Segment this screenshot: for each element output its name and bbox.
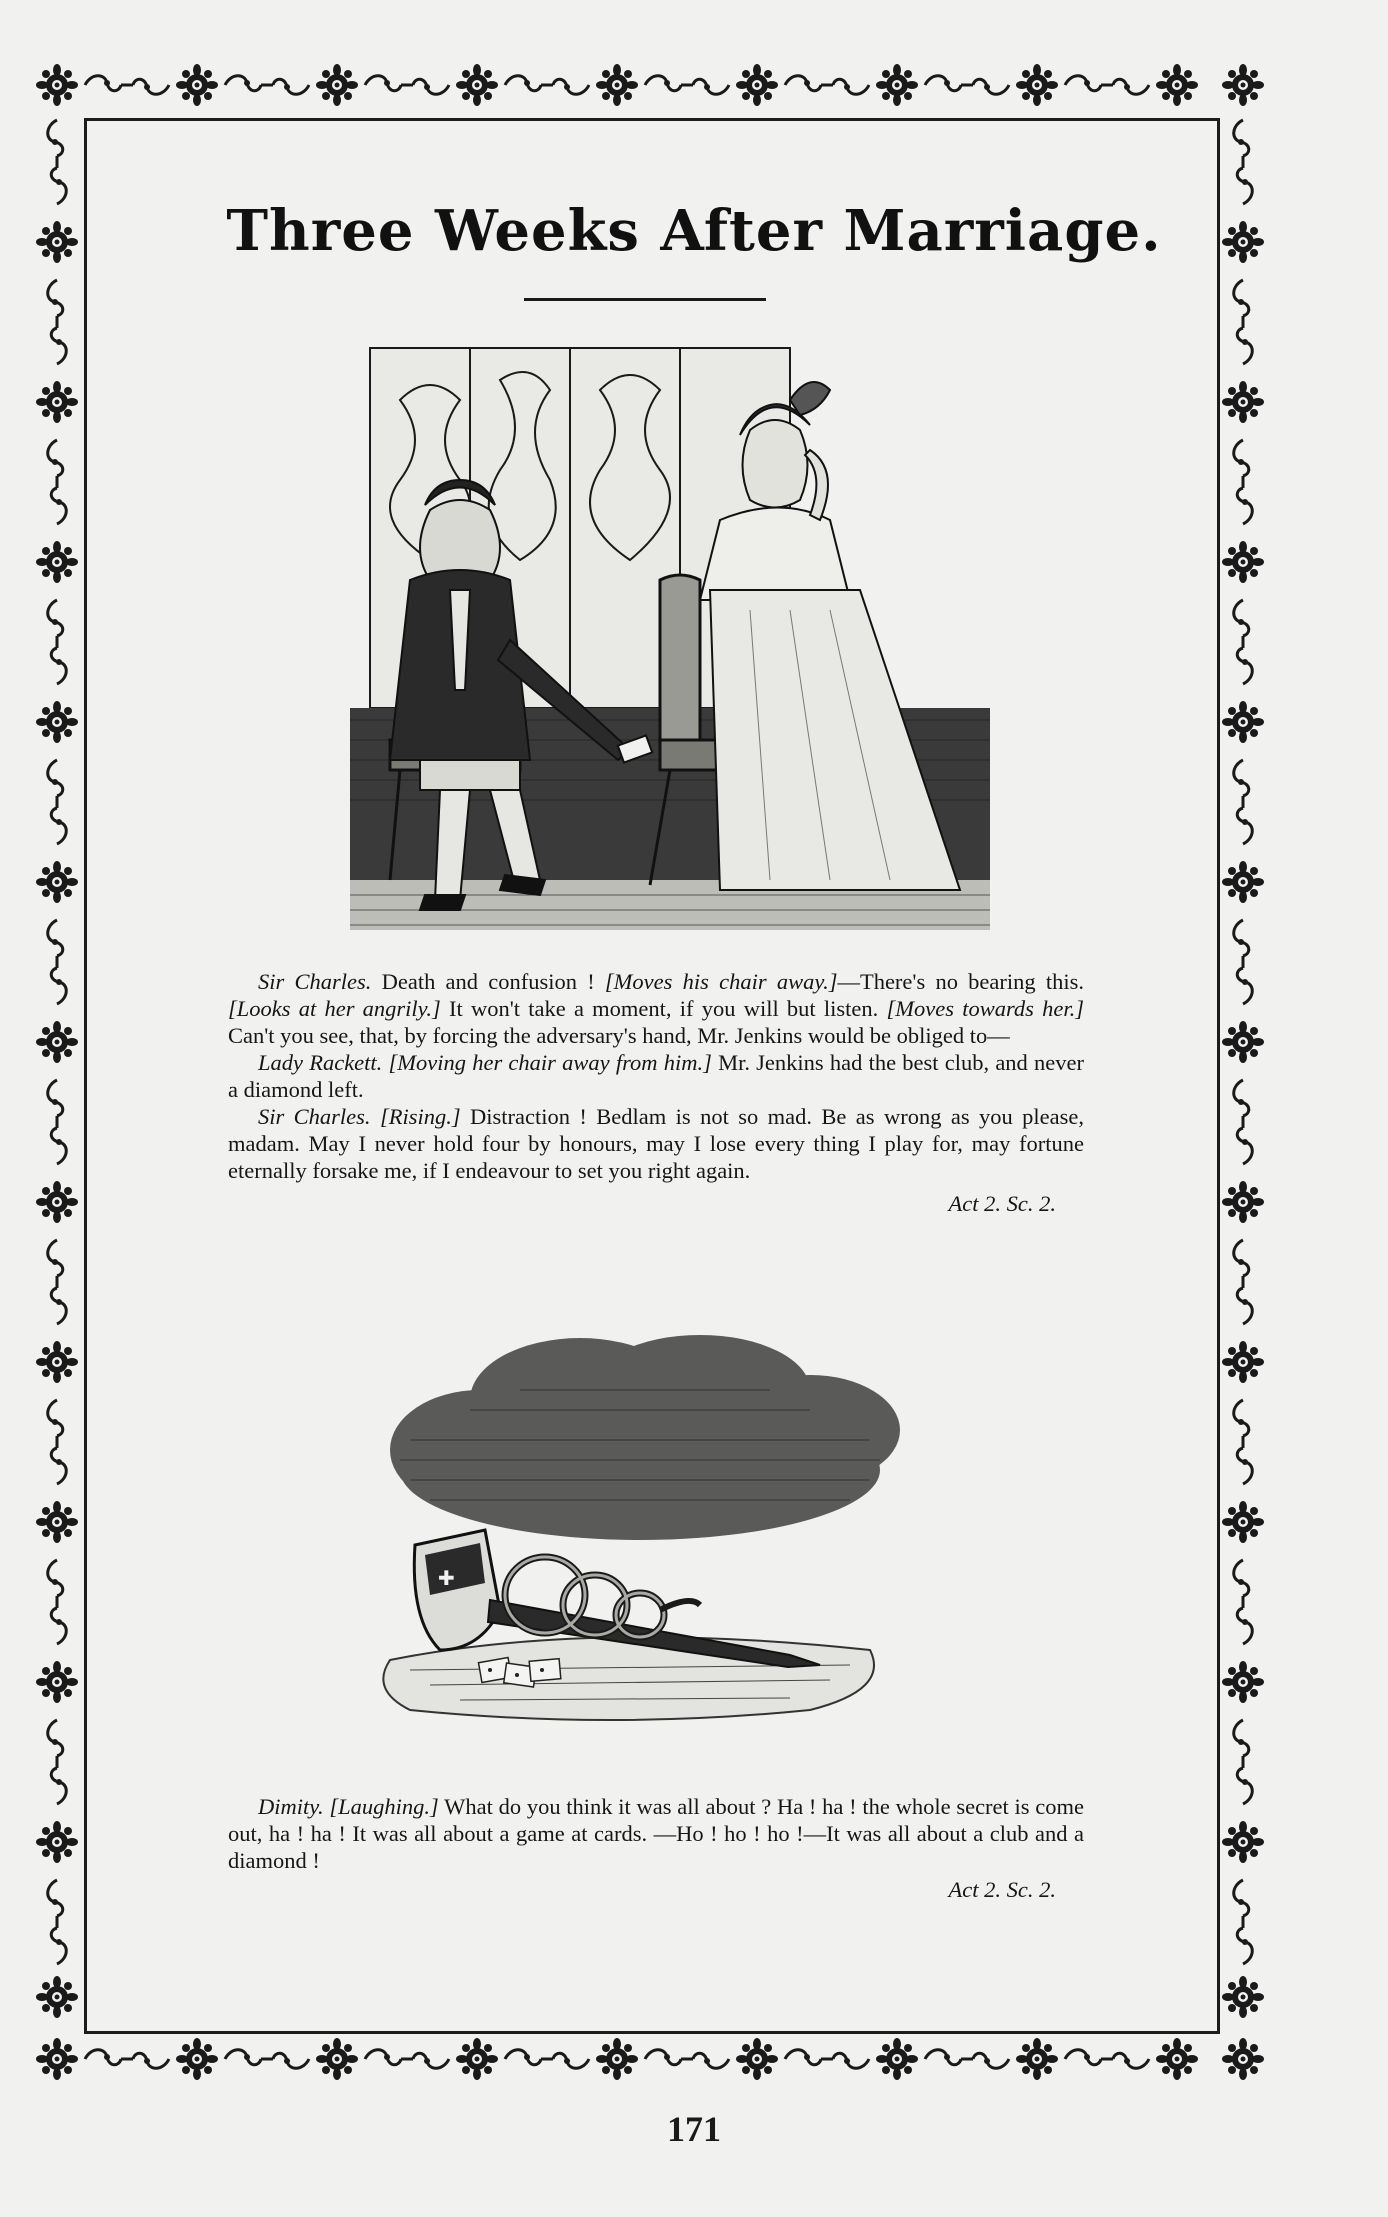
stage-direction: [Looks at her angrily.] — [228, 996, 441, 1021]
speaker-name: Dimity. — [258, 1794, 324, 1819]
title-rule — [524, 298, 766, 301]
page-number: 171 — [667, 2109, 721, 2149]
dialogue-block-2 — [228, 1793, 1084, 1903]
dialogue-text: Can't you see, that, by forcing the adversary's hand, Mr. Jenkins would be obliged to— — [228, 1023, 1010, 1048]
engraving-shield-serpent-cards — [370, 1330, 920, 1750]
ornamental-border-right — [1216, 112, 1270, 2032]
stage-direction: [Moves towards her.] — [886, 996, 1084, 1021]
act-reference: Act 2. Sc. 2. — [948, 1877, 1056, 1902]
stage-direction: [Moves his chair away.] — [604, 969, 838, 994]
speaker-name: Sir Charles. — [258, 969, 372, 994]
dialogue-block-1 — [228, 968, 1084, 1217]
dialogue-text: It won't take a moment, if you will but listen. — [440, 996, 887, 1021]
speaker-name: Sir Charles. — [258, 1104, 371, 1129]
dialogue-text: Mr. Jenkins had the best club, and never a diamond left. — [228, 1050, 1084, 1102]
ornamental-border-bottom — [30, 2032, 1270, 2086]
svg-text:✚: ✚ — [438, 1566, 455, 1590]
page-title: Three Weeks After Marriage. — [226, 198, 1162, 264]
ornamental-border-left — [30, 112, 84, 2032]
dialogue-paragraph — [228, 1793, 1084, 1874]
speaker-name: Lady Rackett. — [258, 1050, 383, 1075]
dialogue-text: Distraction ! Bedlam is not so mad. Be as wrong as you please, madam. May I never hold four by honours, may I lose every thing I play for, may fortune eternally forsake me, if I endeavour to set you right again. — [228, 1104, 1084, 1183]
dialogue-text: What do you think it was all about ? Ha ! ha ! the whole secret is come out, ha ! ha ! It was all about a game at cards. —Ho ! ho ! ho !—It was all about a club and a diamond ! — [228, 1794, 1085, 1873]
stage-direction: [Rising.] — [370, 1104, 461, 1129]
engraving-couple-quarrel — [330, 340, 1010, 940]
ornamental-border-top — [30, 58, 1270, 112]
dialogue-paragraph — [228, 1049, 1084, 1103]
dialogue-paragraph — [228, 968, 1084, 1049]
stage-direction: [Laughing.] — [323, 1794, 439, 1819]
stage-direction: [Moving her chair away from him.] — [382, 1050, 712, 1075]
dialogue-text: Death and confusion ! — [371, 969, 605, 994]
dialogue-text: —There's no bearing this. — [837, 969, 1084, 994]
act-reference: Act 2. Sc. 2. — [948, 1191, 1056, 1216]
dialogue-paragraph — [228, 1103, 1084, 1184]
